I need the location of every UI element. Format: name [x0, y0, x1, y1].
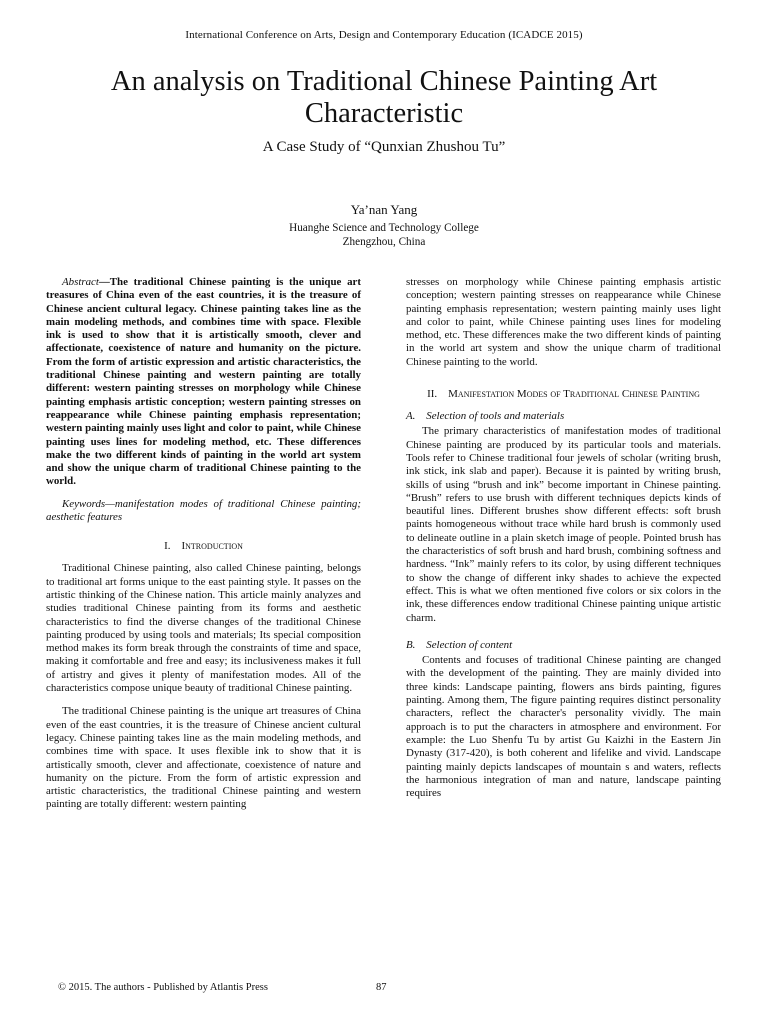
abstract-text: —The traditional Chinese painting is the unique art treasures of China even of the east countries, it is the treasure of Chinese ancient cultural legacy. Chinese painting takes line as the main modeling methods, and combines time with space. Flexible ink is used to show that it is artistically smooth, clever and affectionate, coexistence of nature and humanity on the picture. From the form of artistic expression and artistic characteristics, the traditional Chinese painting and western painting are totally different: western painting stresses on morphology while Chinese painting emphasis artistic conception; western painting stresses on reappearance while Chinese painting emphasis representation; western painting mainly uses light and color to paint, while Chinese painting uses lines for modeling method, etc. These differences make the two different kinds of painting in the world art system and show the unique charm of traditional Chinese painting to the world.: [46, 276, 361, 488]
keywords: Keywords—manifestation modes of traditional Chinese painting; aesthetic features: [46, 497, 361, 524]
paper-subtitle: A Case Study of “Qunxian Zhushou Tu”: [262, 139, 506, 155]
section-heading-manifestation: II. Manifestation Modes of Traditional Chinese Painting: [427, 388, 700, 401]
subsection-heading-tools: A. Selection of tools and materials: [406, 410, 565, 423]
abstract: [46, 276, 361, 489]
copyright-footer: © 2015. The authors - Published by Atlantis Press: [58, 982, 268, 993]
abstract-label: Abstract: [62, 276, 99, 288]
content-paragraph: Contents and focuses of traditional Chinese painting are changed with the development of the painting. They are mainly divided into three kinds: Landscape painting, flowers ans birds painting, figures painting. Among them, The figure painting requires distinct personality characters, reflect the character's personality vividly. The main approach is to put the characters in atmosphere and environment. For example: the Luo Shenfu Tu by artist Gu Kaizhi in the Eastern Jin Dynasty (317-420), is both coherent and lifelike and vivid. Landscape painting mainly depicts landscapes of mountain s and waters, reflects the harmonious integration of man and nature, landscape painting requires: [406, 654, 721, 800]
intro-paragraph-1: Traditional Chinese painting, also called Chinese painting, belongs to traditional art forms unique to the east painting style. It passes on the artistic thinking of the Chinese nation. This article mainly analyzes and studies traditional Chinese painting from its forms and aesthetic characteristics to find the diverse changes of the traditional Chinese painting produced by using tools and materials; Its special composition method makes its form break through the constraints of time and space, making it comfortable and free and easy; its inclusiveness makes it full of artistry and gives it plenty of manifestation modes. All of the characteristics compose unique beauty of traditional Chinese painting.: [46, 562, 361, 695]
page-number: 87: [376, 982, 387, 993]
subsection-heading-content: B. Selection of content: [406, 638, 513, 651]
author-name: Ya’nan Yang: [350, 202, 418, 217]
tools-paragraph: The primary characteristics of manifestation modes of traditional Chinese painting are produced by its particular tools and materials. Tools refer to Chinese traditional four jewels of scholar (writing brush, ink stick, ink slab and paper). Because it is painted by writing brush, skills of using “brush and ink” become important in Chinese painting. “Brush” refers to use brush with different techniques depicts kinds of beautiful lines. Different brushes show different effects: soft brush paints homogeneous without trace while hard brush is commonly used to delineate outline in a plain sketch image of people. Pointed brush has the characteristics of soft brush and hard brush, combining softness and hardness. “Ink” mainly refers to its color, by using different techniques to show the change of different inky shades to achieve the expected effect. This is what we often mentioned five colors or six colors in the ink, these differences endow traditional Chinese painting unique artistic charm.: [406, 425, 721, 624]
intro-paragraph-2-continued: stresses on morphology while Chinese painting emphasis artistic conception; western painting stresses on reappearance while Chinese painting emphasis representation; western painting mainly uses light and color to paint, while Chinese painting uses lines for modeling method, etc. These differences make the two different kinds of painting in the world art system and show the unique charm of traditional Chinese painting to the world.: [406, 276, 721, 368]
intro-paragraph-2: The traditional Chinese painting is the unique art treasures of China even of the east countries, it is the treasure of Chinese ancient cultural legacy. Chinese painting takes line as the main modeling methods, and combines time with space. It uses flexible ink to show that it is artistically smooth, clever and affectionate, coexistence of nature and humanity on the picture. From the form of artistic expression and artistic characteristics, the traditional Chinese painting and western painting are totally different: western painting: [46, 705, 361, 811]
affiliation-city: Zhengzhou, China: [342, 236, 426, 248]
author-affiliation: [0, 221, 768, 249]
affiliation-institution: Huanghe Science and Technology College: [289, 222, 479, 234]
section-heading-introduction: I. Introduction: [164, 540, 243, 553]
paper-title: An analysis on Traditional Chinese Painting Art Characteristic: [110, 66, 658, 129]
left-column: [46, 276, 361, 812]
conference-header: International Conference on Arts, Design and Contemporary Education (ICADCE 2015): [185, 29, 583, 41]
right-column: [406, 276, 721, 800]
